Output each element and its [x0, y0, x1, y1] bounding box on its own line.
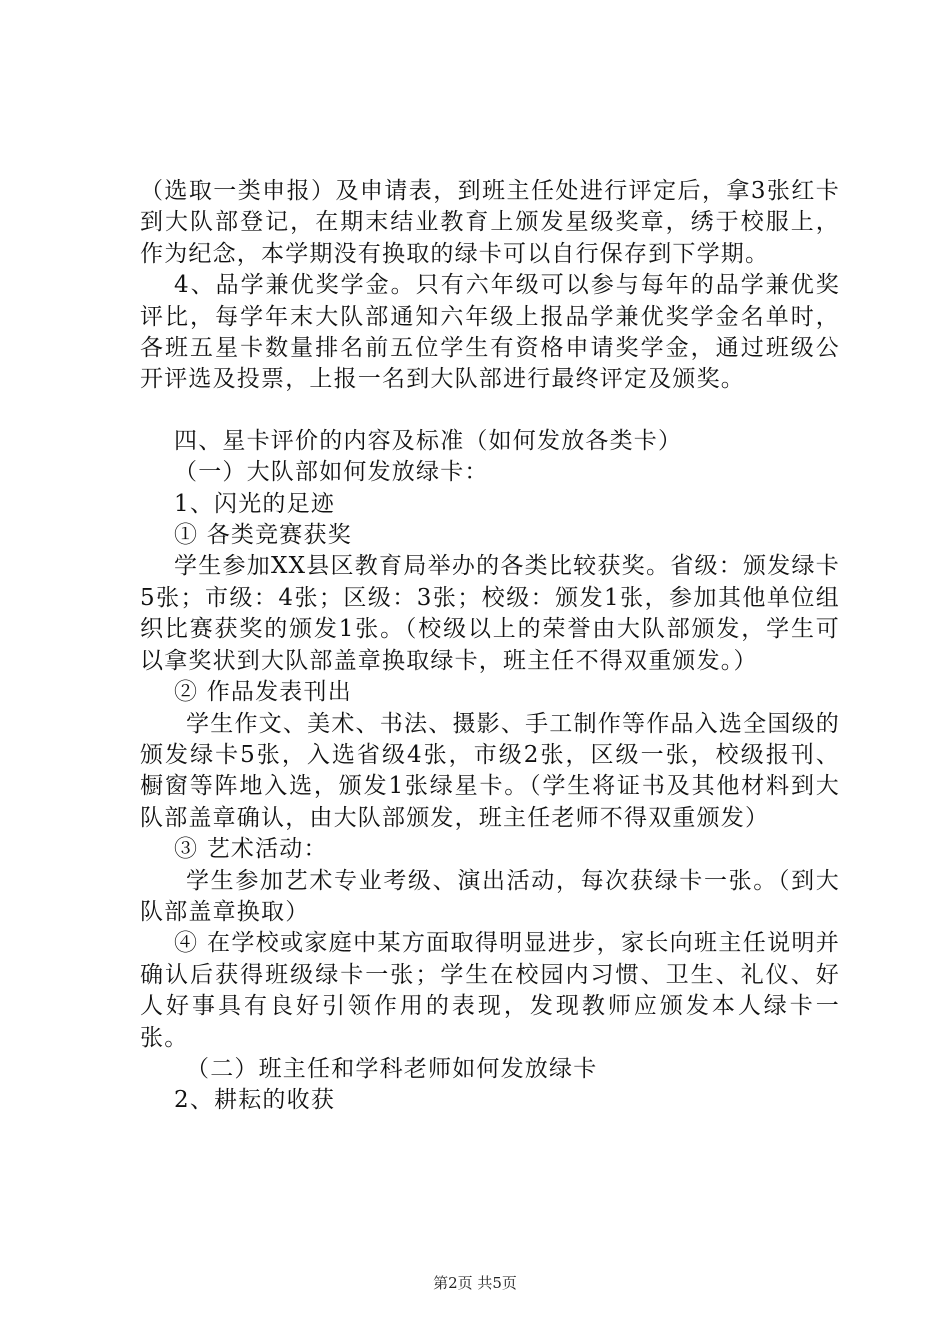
paragraph-competition: 学生参加XX县区教育局举办的各类比较获奖。省级：颁发绿卡5张；市级：4张；区级：3张；校级：颁发1张，参加其他单位组织比赛获奖的颁发1张。（校级以上的荣誉由大队部颁发，学生可以拿奖状到大队部盖章换取绿卡，班主任不得双重颁发。） [140, 553, 840, 674]
document-body [140, 176, 840, 1117]
section-gap [140, 396, 840, 426]
paragraph-progress: ④ 在学校或家庭中某方面取得明显进步，家长向班主任说明并确认后获得班级绿卡一张；学生在校园内习惯、卫生、礼仪、好人好事具有良好引领作用的表现，发现教师应颁发本人绿卡一张。 [140, 930, 840, 1051]
paragraph-publication: 学生作文、美术、书法、摄影、手工制作等作品入选全国级的颁发绿卡5张，入选省级4张，市级2张，区级一张，校级报刊、橱窗等阵地入选，颁发1张绿星卡。（学生将证书及其他材料到大队部盖章确认，由大队部颁发，班主任老师不得双重颁发） [140, 710, 840, 831]
item-heading-competition: ① 各类竞赛获奖 [174, 522, 352, 549]
subsection-heading-1: （一）大队部如何发放绿卡： [174, 459, 489, 486]
section-heading-4: 四、星卡评价的内容及标准（如何发放各类卡） [174, 427, 683, 454]
paragraph-art: 学生参加艺术专业考级、演出活动，每次获绿卡一张。（到大队部盖章换取） [140, 867, 840, 925]
item-heading-1: 1、闪光的足迹 [174, 490, 336, 517]
item-heading-art: ③ 艺术活动： [174, 836, 328, 863]
paragraph-continuation: （选取一类申报）及申请表，到班主任处进行评定后，拿3张红卡到大队部登记，在期末结业教育上颁发星级奖章，绣于校服上，作为纪念，本学期没有换取的绿卡可以自行保存到下学期。 [140, 178, 840, 267]
paragraph-scholarship: 4、品学兼优奖学金。只有六年级可以参与每年的品学兼优奖评比，每学年末大队部通知六年级上报品学兼优奖学金名单时，各班五星卡数量排名前五位学生有资格申请奖学金，通过班级公开评选及投票，上报一名到大队部进行最终评定及颁奖。 [140, 272, 840, 393]
subsection-heading-2: （二）班主任和学科老师如何发放绿卡 [186, 1055, 598, 1082]
item-heading-publication: ② 作品发表刊出 [174, 679, 352, 706]
item-heading-2: 2、耕耘的收获 [174, 1087, 336, 1114]
page-number-footer: 第2页 共5页 [433, 1274, 517, 1292]
